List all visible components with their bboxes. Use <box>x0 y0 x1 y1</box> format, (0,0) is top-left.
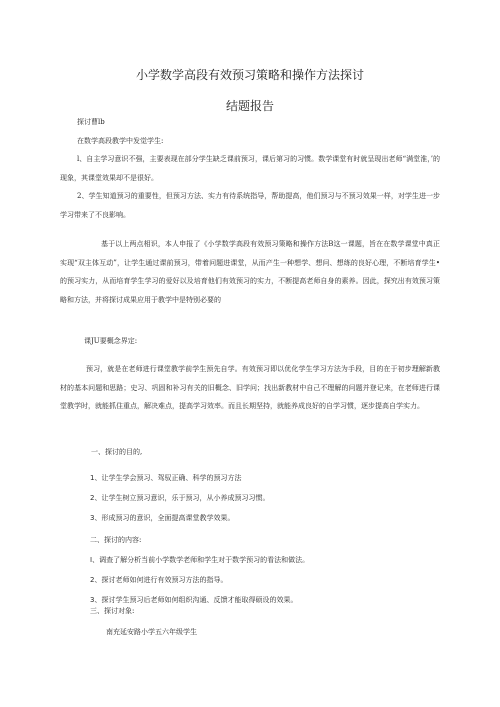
research-subject: 南充延安路小学五六年级学生 <box>106 628 197 636</box>
section-2-heading: 二、探讨的内容: <box>90 536 142 544</box>
intro-heading: 在数学高段教学中发觉学生: <box>77 137 164 145</box>
content-2: 2、探讨老师如何进行有效预习方法的指导。 <box>90 576 228 584</box>
section-1-heading: 一、探讨的目的, <box>91 448 143 456</box>
content-3: 3、探讨学生预习后老师如何组织沟通、反馈才能取得硕设的效果。 <box>90 596 298 604</box>
concept-heading: 课JU要概念界定: <box>84 337 138 345</box>
paragraph-background: 基于以上两点相识，本人申报了《小学数学高段有效预习策略和操作方法B这一课题，旨在在数学课堂中真正实现“双主体互动”，让学生通过课前预习，带着问题进课堂，从而产生一种想学、想问、想练的良好心理，不断培育学生•的预习实力，从而培育学生学习的爱好以及培育他们有效预习的实力，不断提高老师自身的素养。因此，探究出有效预习策略和方法，并将探讨成果应用于教学中是特别必要的 <box>60 240 440 304</box>
document-title: 小学数学高段有效预习策略和操作方法探讨 <box>135 68 364 82</box>
document-subtitle: 结题报告 <box>225 99 274 113</box>
paragraph-point-2: 2、学生知道预习的重要性，但预习方法、实力有待系统指导，帮助提高，他们预习与不预习效果一样，对学生进一步学习带来了不良影响。 <box>60 192 440 219</box>
goal-3: 3、形成预习的意识，全面提高课堂教学效果。 <box>90 514 235 522</box>
goal-1: 1、让学生学会预习、驾驭正确、科学的预习方法 <box>90 474 242 482</box>
content-1: I、调查了解分析当前小学数学老师和学生对于数学预习的看法和做法。 <box>90 556 310 564</box>
paragraph-concept: 预习，就是在老师进行课堂教学前学生预先自学。有效预习即以优化学生学习方法为手段，目的在于初步理解新教材的基本问题和思路；史习、巩固和补习有关的旧概念、旧学问；找出新教材中自己不理解的问题并登记来，在老师进行课堂教学时，就能抓住重点，解决难点，提高学习效率。而且长期坚持，就能养成良好的自学习惯，逐步提高自学实力。 <box>60 365 440 411</box>
author-line: 探讨曹lb <box>77 118 105 126</box>
paragraph-point-1: l、自主学习意识不强，主要表现在部分学生缺乏课前预习，课后第习的习惯。数学课堂有时就呈现出老师“满堂淮，’的现象，其课堂效果却不是很好。 <box>60 155 440 182</box>
section-3-heading: 三、探讨对象: <box>90 607 135 615</box>
goal-2: 2、让学生树立预习意识，乐于预习，从小养成预习习惯。 <box>90 494 270 502</box>
